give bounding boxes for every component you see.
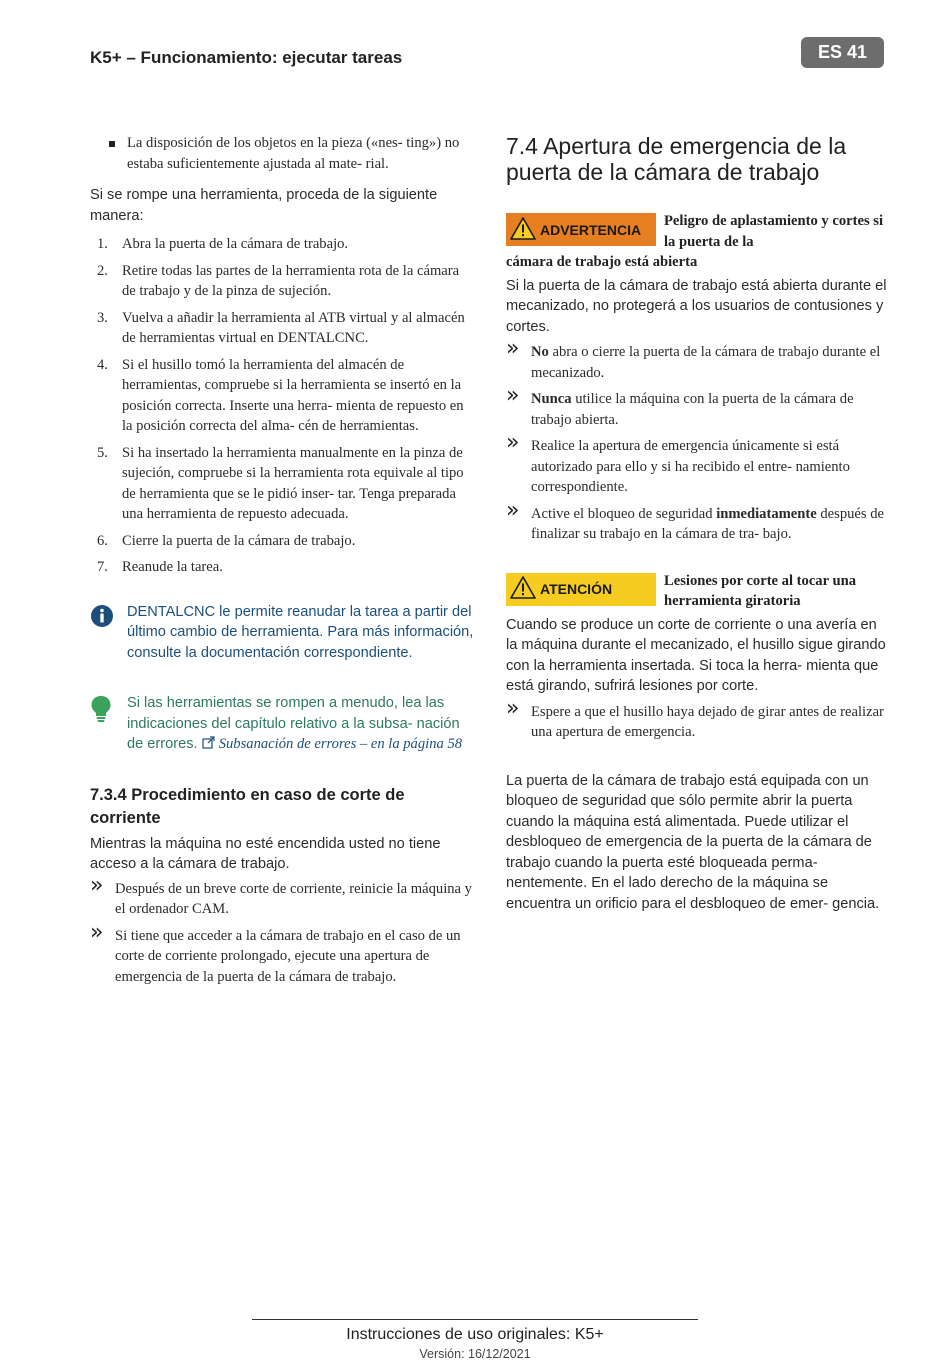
nesting-bullet: La disposición de los objetos en la pieza («nes- ting») no estaba suficientemente ajustada al mate- rial.: [90, 133, 475, 174]
list-item: 6. Cierre la puerta de la cámara de trabajo.: [97, 532, 356, 549]
warning-heading-cont: cámara de trabajo está abierta: [506, 254, 698, 270]
footer-version: Versión: 16/12/2021: [419, 1347, 531, 1361]
caution-badge: ATENCIÓN: [506, 573, 656, 606]
troubleshooting-link[interactable]: Subsanación de errores – en la página 58: [218, 736, 463, 752]
list-item: » Realice la apertura de emergencia únicamente si está autorizado para ello y si ha recibido el entre- namiento correspondiente.: [506, 430, 850, 495]
chevron-double-right-icon: »: [90, 919, 104, 945]
warning-heading: Peligro de aplastamiento y cortes si la puerta de la: [664, 213, 884, 250]
chevron-double-right-icon: »: [506, 430, 520, 455]
tip-note: Si las herramientas se rompen a menudo, lea las indicaciones del capítulo relativo a la subsa- nación de errores. Subsanación de errores – en la página 58: [90, 693, 475, 756]
footer-rule: [252, 1319, 698, 1320]
warning-triangle-icon: [510, 217, 536, 243]
section-734-intro: Mientras la máquina no esté encendida usted no tiene acceso a la cámara de trabajo.: [90, 835, 441, 872]
left-column: [90, 133, 475, 993]
chevron-double-right-icon: »: [506, 336, 520, 361]
running-header-title: K5+ – Funcionamiento: ejecutar tareas: [90, 48, 403, 67]
warning-badge: ADVERTENCIA: [506, 213, 656, 246]
warning-box: [506, 211, 891, 252]
list-item: 5. Si ha insertado la herramienta manualmente en la pinza de sujeción, compruebe si la herramienta rota equivale al tipo de herramienta que se le pidió inser- tar. Tenga preparada una herramienta de repuesto adecuada.: [97, 444, 464, 522]
chevron-double-right-icon: »: [506, 695, 520, 721]
closing-paragraph: La puerta de la cámara de trabajo está equipada con un bloqueo de seguridad que sólo permite abrir la puerta cuando la máquina está alimentada. Puede utilizar el desbloqueo de emergencia de la puerta de la cámara de trabajo cuando la puerta esté bloqueada perma- nentemente. En el lado derecho de la máquina se encuentra un orificio para el desbloqueo de emer- gencia.: [506, 772, 880, 912]
chevron-double-right-icon: »: [506, 497, 520, 523]
caution-text: Cuando se produce un corte de corriente o una avería en la máquina durante el mecanizado, el husillo sigue girando con la herramienta insertada. Si toca la herra- mienta que está girando, sufrirá lesiones por corte.: [506, 616, 886, 694]
list-item: » Active el bloqueo de seguridad inmediatamente después de finalizar su trabajo en la cámara de tra- bajo.: [506, 497, 885, 542]
page-number-badge: ES 41: [801, 37, 884, 68]
caution-box: [506, 571, 891, 612]
footer-title: Instrucciones de uso originales: K5+: [346, 1326, 604, 1343]
chevron-double-right-icon: »: [506, 383, 520, 408]
right-column: [506, 133, 891, 922]
list-item: 4. Si el husillo tomó la herramienta del almacén de herramientas, compruebe si la herramienta se insertó en la posición correcta. Inserte una herra- mienta de repuesto en la posición correcta del alma- cén de herramientas.: [97, 356, 464, 434]
list-item: » No abra o cierre la puerta de la cámara de trabajo durante el mecanizado.: [506, 336, 881, 381]
broken-tool-steps: [90, 234, 475, 578]
list-item: 2. Retire todas las partes de la herramienta rota de la cámara de trabajo y de la pinza de sujeción.: [97, 262, 460, 299]
section-74-title: 7.4 Apertura de emergencia de la puerta de la cámara de trabajo: [506, 133, 847, 185]
list-item: » Espere a que el husillo haya dejado de girar antes de realizar una apertura de emergencia.: [506, 695, 884, 740]
list-item: 3. Vuelva a añadir la herramienta al ATB virtual y al almacén de herramientas virtual en DENTALCNC.: [97, 309, 465, 346]
info-icon: [90, 604, 114, 635]
warning-text: Si la puerta de la cámara de trabajo está abierta durante el mecanizado, no protegerá a los usuarios de contusiones y cortes.: [506, 277, 887, 335]
list-item: 1. Abra la puerta de la cámara de trabajo.: [97, 236, 349, 252]
section-734-title: 7.3.4 Procedimiento en caso de corte de corriente: [90, 785, 405, 827]
chevron-double-right-icon: »: [90, 872, 104, 898]
list-item: » Después de un breve corte de corriente, reinicie la máquina y el ordenador CAM.: [90, 872, 472, 917]
external-link-icon: [202, 735, 215, 756]
lightbulb-icon: [90, 695, 112, 730]
caution-heading: Lesiones por corte al tocar una herramienta giratoria: [664, 572, 856, 609]
info-note: DENTALCNC le permite reanudar la tarea a partir del último cambio de herramienta. Para más información, consulte la documentación correspondiente.: [90, 602, 475, 664]
list-item: » Si tiene que acceder a la cámara de trabajo en el caso de un corte de corriente prolongado, ejecute una apertura de emergencia de la puerta de la cámara de trabajo.: [90, 919, 461, 985]
broken-tool-intro: Si se rompe una herramienta, proceda de la siguiente manera:: [90, 187, 438, 224]
list-item: » Nunca utilice la máquina con la puerta de la cámara de trabajo abierta.: [506, 383, 854, 428]
list-item: 7. Reanude la tarea.: [97, 559, 223, 575]
warning-triangle-icon: [510, 576, 536, 602]
